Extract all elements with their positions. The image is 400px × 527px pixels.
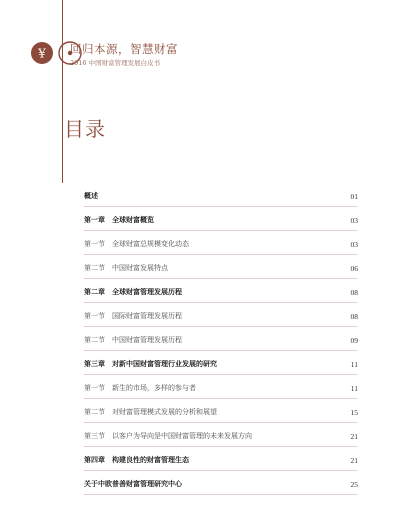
toc-entry-page: 21 [350,432,358,441]
toc-entry-page: 25 [350,480,358,489]
toc-row[interactable] [84,279,358,303]
toc-row[interactable] [84,351,358,375]
toc-entry-page: 06 [350,264,358,273]
toc-entry-title: 第四章 构建良性的财富管理生态 [84,455,189,464]
toc-row[interactable] [84,303,358,327]
toc-list [84,183,358,495]
toc-row[interactable] [84,231,358,255]
header-vertical-rule [62,0,63,183]
toc-row[interactable] [84,447,358,471]
logo-symbol: ¥ [38,46,46,61]
toc-entry-page: 09 [350,336,358,345]
toc-entry-title: 第二章 全球财富管理发展历程 [84,287,182,296]
toc-entry-page: 15 [350,408,358,417]
toc-entry-title: 第一节 国际财富管理发展历程 [84,312,182,320]
toc-row[interactable] [84,207,358,231]
toc-row[interactable] [84,399,358,423]
toc-entry-title: 第二节 中国财富管理发展历程 [84,336,182,344]
header-text [70,42,178,68]
toc-entry-page: 11 [350,384,358,393]
toc-entry-page: 08 [350,312,358,321]
toc-entry-title: 第三节 以客户为导向是中国财富管理的未来发展方向 [84,432,252,440]
toc-row[interactable] [84,375,358,399]
toc-title: 目录 [64,117,106,141]
toc-entry-title: 第一节 全球财富总规模变化动态 [84,240,189,248]
toc-entry-page: 08 [350,288,358,297]
toc-row[interactable] [84,471,358,495]
toc-entry-page: 11 [350,360,358,369]
toc-row[interactable] [84,183,358,207]
toc-entry-title: 第一章 全球财富概览 [84,215,154,224]
toc-row[interactable] [84,255,358,279]
header-subtitle: 2016 中国财富管理发展白皮书 [70,59,161,67]
toc-entry-title: 第二节 对财富管理模式发展的分析和展望 [84,408,217,416]
toc-entry-page: 21 [350,456,358,465]
toc-entry-title: 概述 [84,191,98,200]
toc-entry-title: 第二节 中国财富发展特点 [84,264,168,272]
toc-entry-page: 03 [350,216,358,225]
toc-row[interactable] [84,327,358,351]
toc-entry-page: 03 [350,240,358,249]
toc-entry-title: 第一节 新生的市场，多样的参与者 [84,384,196,392]
header-slogan: 回归本源，智慧财富 [70,42,178,56]
toc-entry-title: 关于中欧普善财富管理研究中心 [84,479,182,488]
toc-entry-page: 01 [350,192,358,201]
toc-row[interactable] [84,423,358,447]
toc-entry-title: 第三章 对新中国财富管理行业发展的研究 [84,359,217,368]
